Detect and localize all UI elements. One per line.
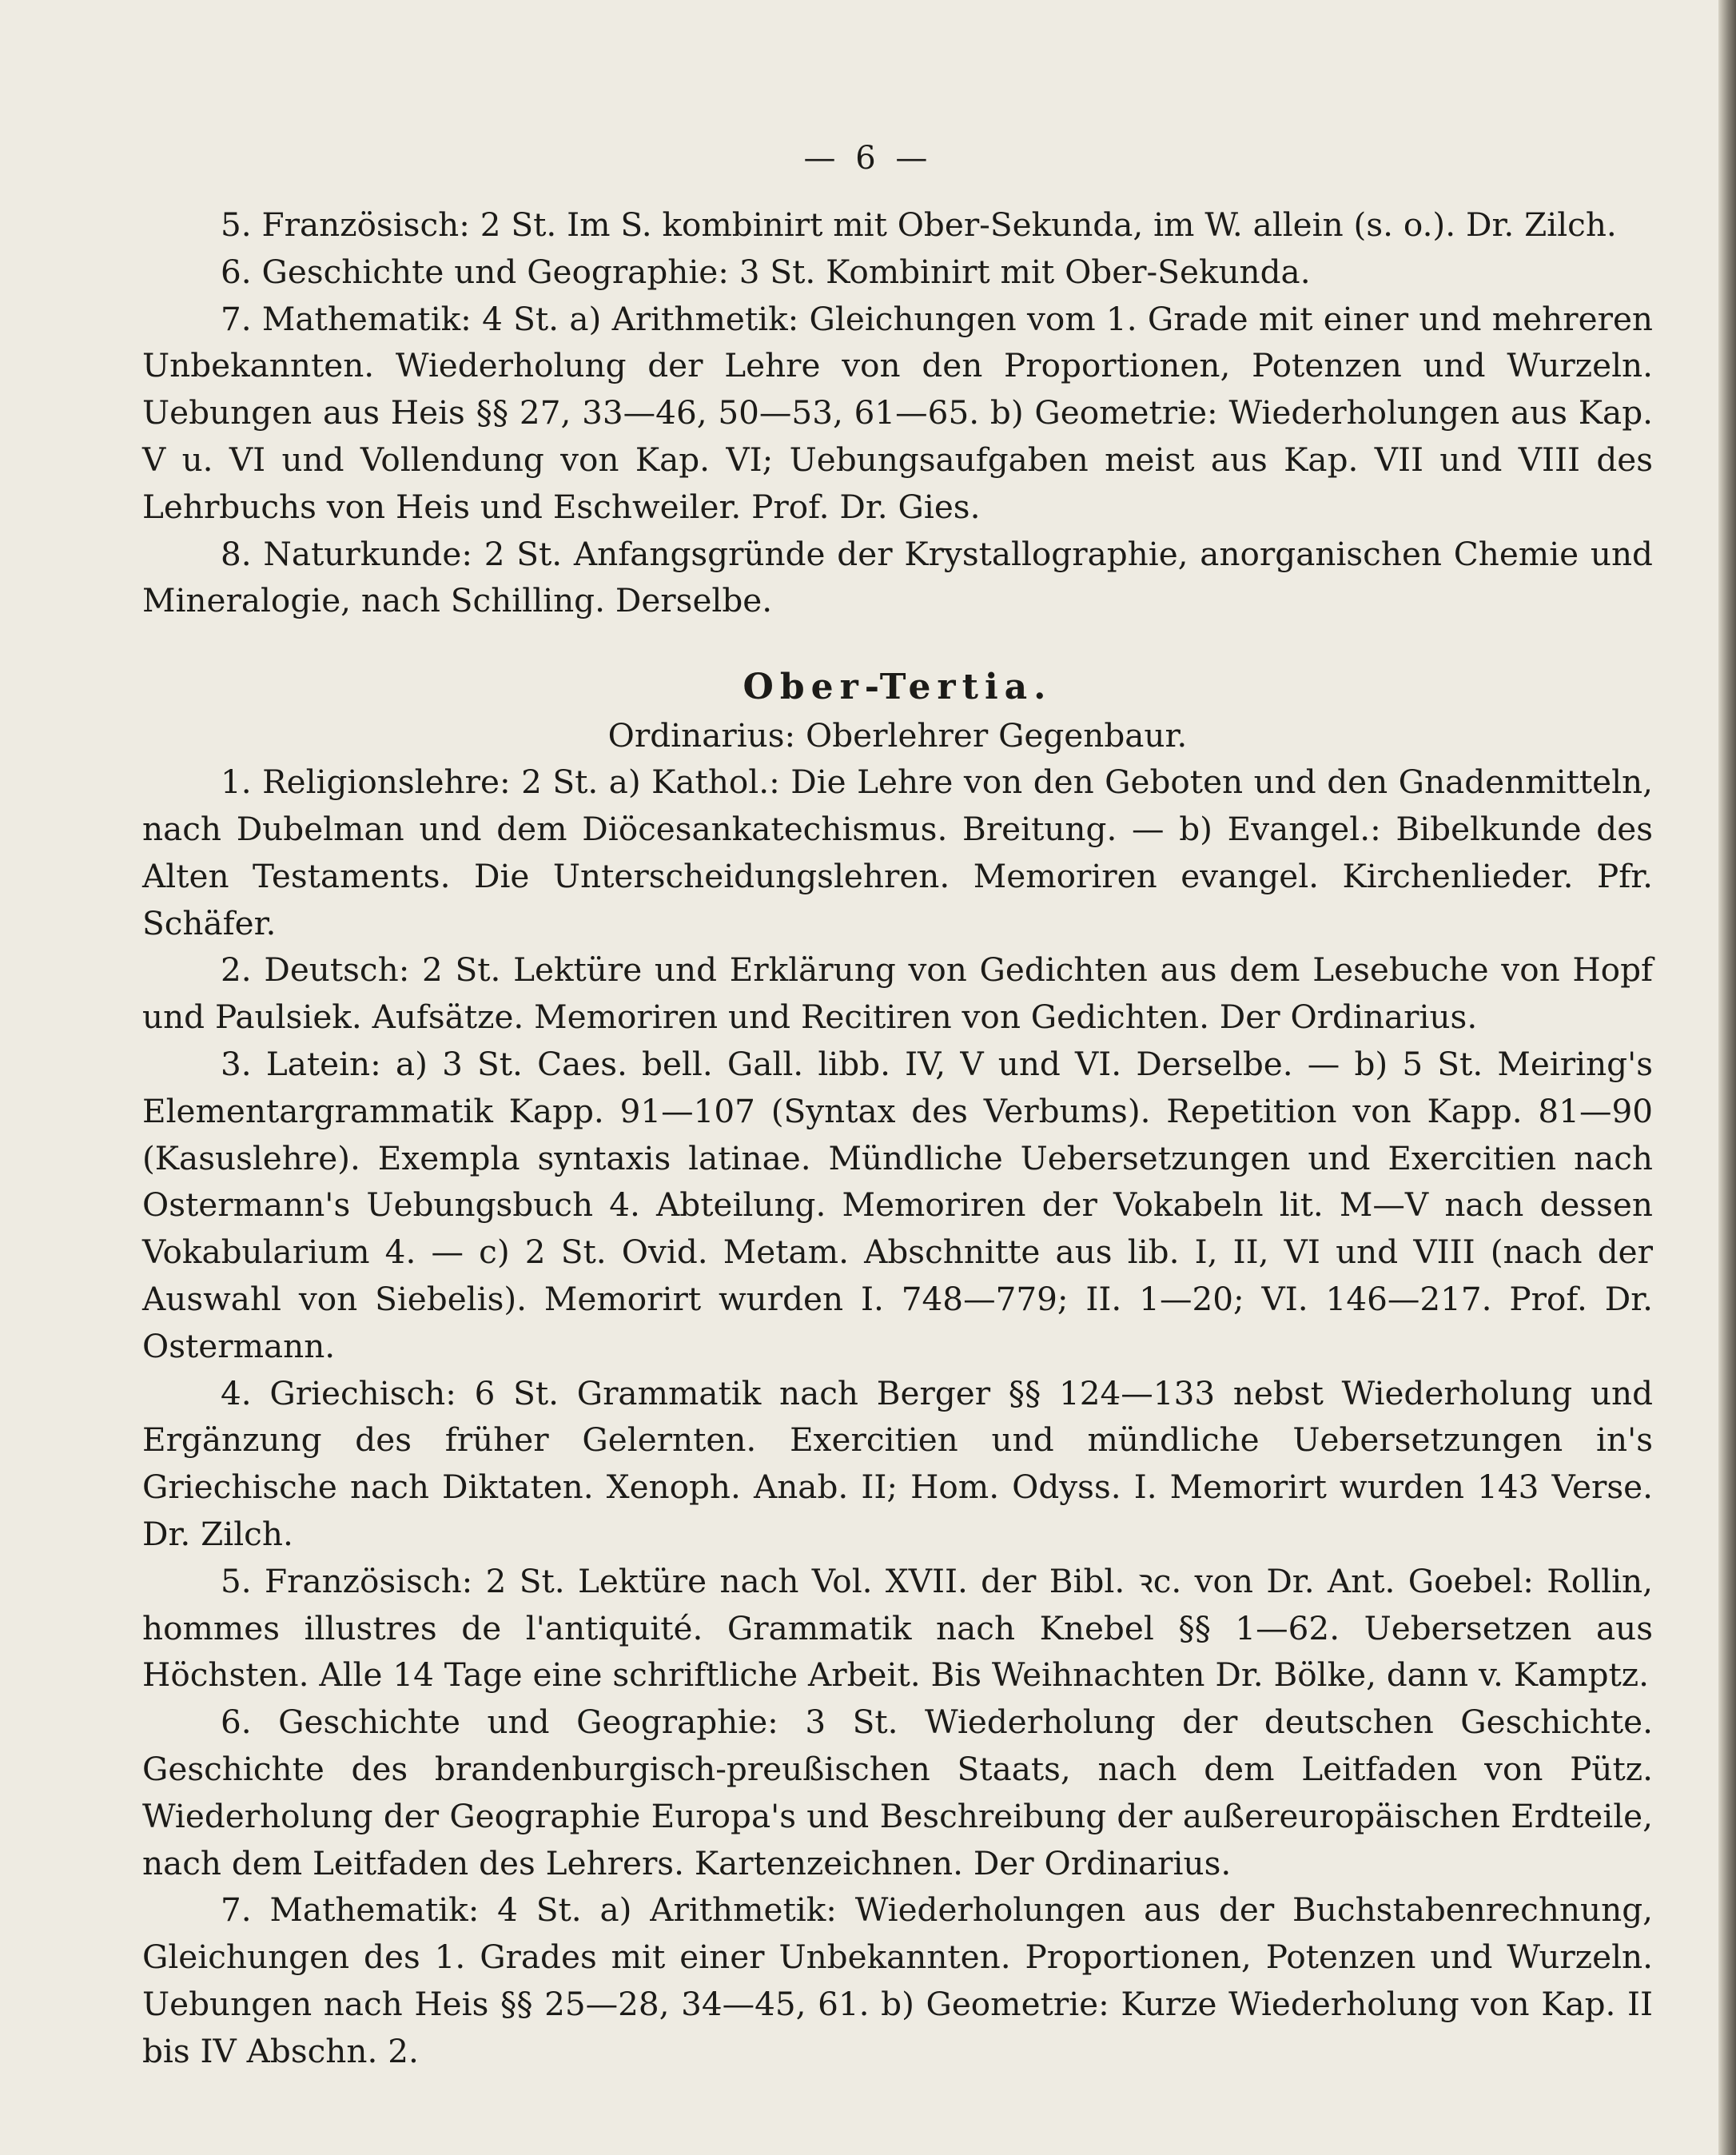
paragraph-franzoesisch: 5. Französisch: 2 St. Lektüre nach Vol. XVII. der Bibl. ꝛc. von Dr. Ant. Goebel: Rollin, hommes illustres de l'antiquité. Grammatik nach Knebel §§ 1—62. Uebersetzen aus Höchsten. Alle 14 Tage eine schriftliche Arbeit. Bis Weihnachten Dr. Bölke, dann v. Kamptz. bbox=[142, 1561, 1653, 1695]
paragraph-geschichte: 6. Geschichte und Geographie: 3 St. Wiederholung der deutschen Geschichte. Geschichte des brandenburgisch-preußischen Staats, nach dem Leitfaden von Pütz. Wiederholung der Geographie Europa's und Beschreibung der außereuropäischen Erdteile, nach dem Leitfaden des Lehrers. Kartenzeichnen. Der Ordinarius. bbox=[142, 1703, 1653, 1882]
page-body bbox=[142, 201, 1653, 2074]
paragraph-franzoesisch-top: 5. Französisch: 2 St. Im S. kombinirt mit Ober-Sekunda, im W. allein (s. o.). Dr. Zilch. bbox=[221, 205, 1617, 244]
paragraph-mathematik: 7. Mathematik: 4 St. a) Arithmetik: Wiederholungen aus der Buchstabenrechnung, Gleichungen des 1. Grades mit einer Unbekannten. Proportionen, Potenzen und Wurzeln. Uebungen nach Heis §§ 25—28, 34—45, 61. b) Geometrie: Kurze Wiederholung von Kap. II bis IV Abschn. 2. bbox=[142, 1890, 1653, 2070]
section-heading: Ober-Tertia. bbox=[743, 667, 1053, 708]
page-edge-shadow bbox=[1718, 0, 1736, 2155]
paragraph-religionslehre: 1. Religionslehre: 2 St. a) Kathol.: Die Lehre von den Geboten und den Gnadenmitteln, nach Dubelman und dem Diöcesankatechismus. Breitung. — b) Evangel.: Bibelkunde des Alten Testaments. Die Unterscheidungslehren. Memoriren evangel. Kirchenlieder. Pfr. Schäfer. bbox=[142, 763, 1653, 942]
page-number: — 6 — bbox=[803, 140, 933, 177]
paragraph-geschichte-top: 6. Geschichte und Geographie: 3 St. Kombinirt mit Ober-Sekunda. bbox=[221, 252, 1311, 291]
paragraph-latein: 3. Latein: a) 3 St. Caes. bell. Gall. libb. IV, V und VI. Derselbe. — b) 5 St. Meiring's Elementargrammatik Kapp. 91—107 (Syntax des Verbums). Repetition von Kapp. 81—90 (Kasuslehre). Exempla syntaxis latinae. Mündliche Uebersetzungen und Exercitien nach Ostermann's Uebungsbuch 4. Abteilung. Memoriren der Vokabeln lit. M—V nach dessen Vokabularium 4. — c) 2 St. Ovid. Metam. Abschnitte aus lib. I, II, VI und VIII (nach der Auswahl von Siebelis). Memorirt wurden I. 748—779; II. 1—20; VI. 146—217. Prof. Dr. Ostermann. bbox=[142, 1044, 1653, 1365]
paragraph-naturkunde: 8. Naturkunde: 2 St. Anfangsgründe der Krystallographie, anorganischen Chemie und Mineralogie, nach Schilling. Derselbe. bbox=[142, 534, 1653, 620]
ordinarius-line: Ordinarius: Oberlehrer Gegenbaur. bbox=[607, 716, 1188, 755]
paragraph-deutsch: 2. Deutsch: 2 St. Lektüre und Erklärung von Gedichten aus dem Lesebuche von Hopf und Paulsiek. Aufsätze. Memoriren und Recitiren von Gedichten. Der Ordinarius. bbox=[142, 950, 1653, 1037]
paragraph-griechisch: 4. Griechisch: 6 St. Grammatik nach Berger §§ 124—133 nebst Wiederholung und Ergänzung des früher Gelernten. Exercitien und mündliche Uebersetzungen in's Griechische nach Diktaten. Xenoph. Anab. II; Hom. Odyss. I. Memorirt wurden 143 Verse. Dr. Zilch. bbox=[142, 1373, 1653, 1553]
paragraph-mathematik-top: 7. Mathematik: 4 St. a) Arithmetik: Gleichungen vom 1. Grade mit einer und mehreren Unbekannten. Wiederholung der Lehre von den Proportionen, Potenzen und Wurzeln. Uebungen aus Heis §§ 27, 33—46, 50—53, 61—65. b) Geometrie: Wiederholungen aus Kap. V u. VI und Vollendung von Kap. VI; Uebungsaufgaben meist aus Kap. VII und VIII des Lehrbuchs von Heis und Eschweiler. Prof. Dr. Gies. bbox=[142, 299, 1653, 526]
